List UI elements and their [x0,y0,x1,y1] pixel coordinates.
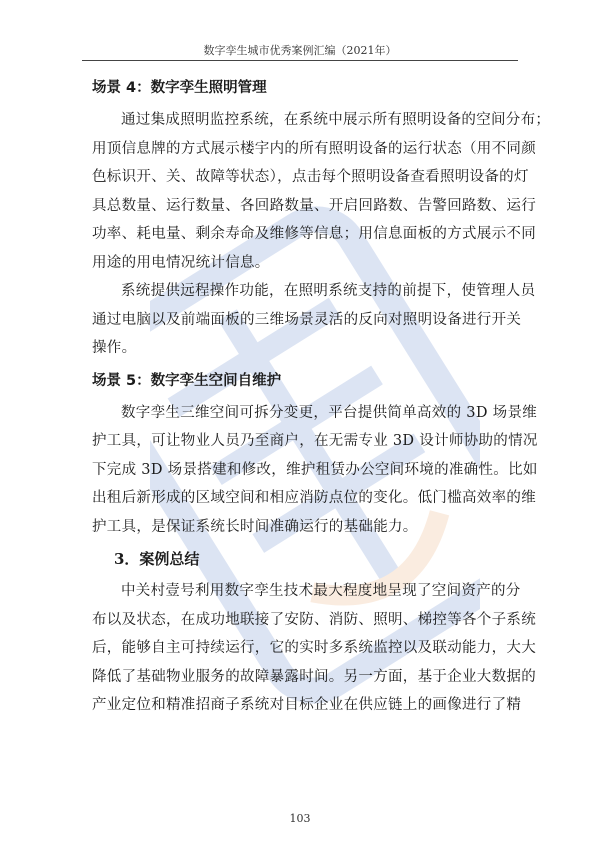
page-number: 103 [289,812,311,825]
text-line: 操作。 [92,340,137,356]
text-line: 布以及状态，在成功地联接了安防、消防、照明、梯控等各个子系统 [92,611,536,628]
text-line: 色标识开、关、故障等状态），点击每个照明设备查看照明设备的灯 [92,169,529,185]
text-line: 下完成 3D 场景搭建和修改，维护租赁办公空间环境的准确性。比如 [92,461,538,478]
text-line: 护工具，是保证系统长时间准确运行的基础能力。 [92,518,418,535]
text-line: 通过集成照明监控系统，在系统中展示所有照明设备的空间分布； [121,112,551,128]
paragraph [92,577,536,720]
section-heading-scene4: 场景 4：数字孪生照明管理 [92,80,267,96]
paragraph [92,277,536,363]
text-line: 数字孪生三维空间可拆分变更，平台提供简单高效的 3D 场景维 [121,404,538,421]
text-line: 降低了基础物业服务的故障暴露时间。另一方面，基于企业大数据的 [92,668,536,685]
section-heading-scene5: 场景 5：数字孪生空间自维护 [92,372,282,389]
text-line: 护工具，可让物业人员乃至商户，在无需专业 3D 设计师协助的情况 [92,433,538,449]
text-line: 中关村壹号利用数字孪生技术最大程度地呈现了空间资产的分 [121,583,521,599]
page-body [92,70,551,720]
running-header: 数字孪生城市优秀案例汇编（2021年） [203,44,397,57]
section-heading-summary: 3．案例总结 [114,550,200,568]
text-line: 功率、耗电量、剩余寿命及维修等信息；用信息面板的方式展示不同 [92,226,536,242]
paragraph [92,106,551,277]
text-line: 用顶信息牌的方式展示楼宇内的所有照明设备的运行状态（用不同颜 [92,140,536,157]
text-line: 用途的用电情况统计信息。 [92,254,270,271]
header-divider [82,60,518,61]
text-line: 通过电脑以及前端面板的三维场景灵活的反向对照明设备进行开关 [92,311,522,328]
paragraph [92,399,538,542]
text-line: 系统提供远程操作功能，在照明系统支持的前提下，使管理人员 [121,283,536,299]
text-line: 后，能够自主可持续运行，它的实时多系统监控以及联动能力，大大 [92,640,536,656]
text-line: 出租后新形成的区域空间和相应消防点位的变化。低门槛高效率的维 [92,490,536,506]
text-line: 具总数量、运行数量、各回路数量、开启回路数、告警回路数、运行 [92,197,536,214]
text-line: 产业定位和精准招商子系统对目标企业在供应链上的画像进行了精 [92,697,522,713]
